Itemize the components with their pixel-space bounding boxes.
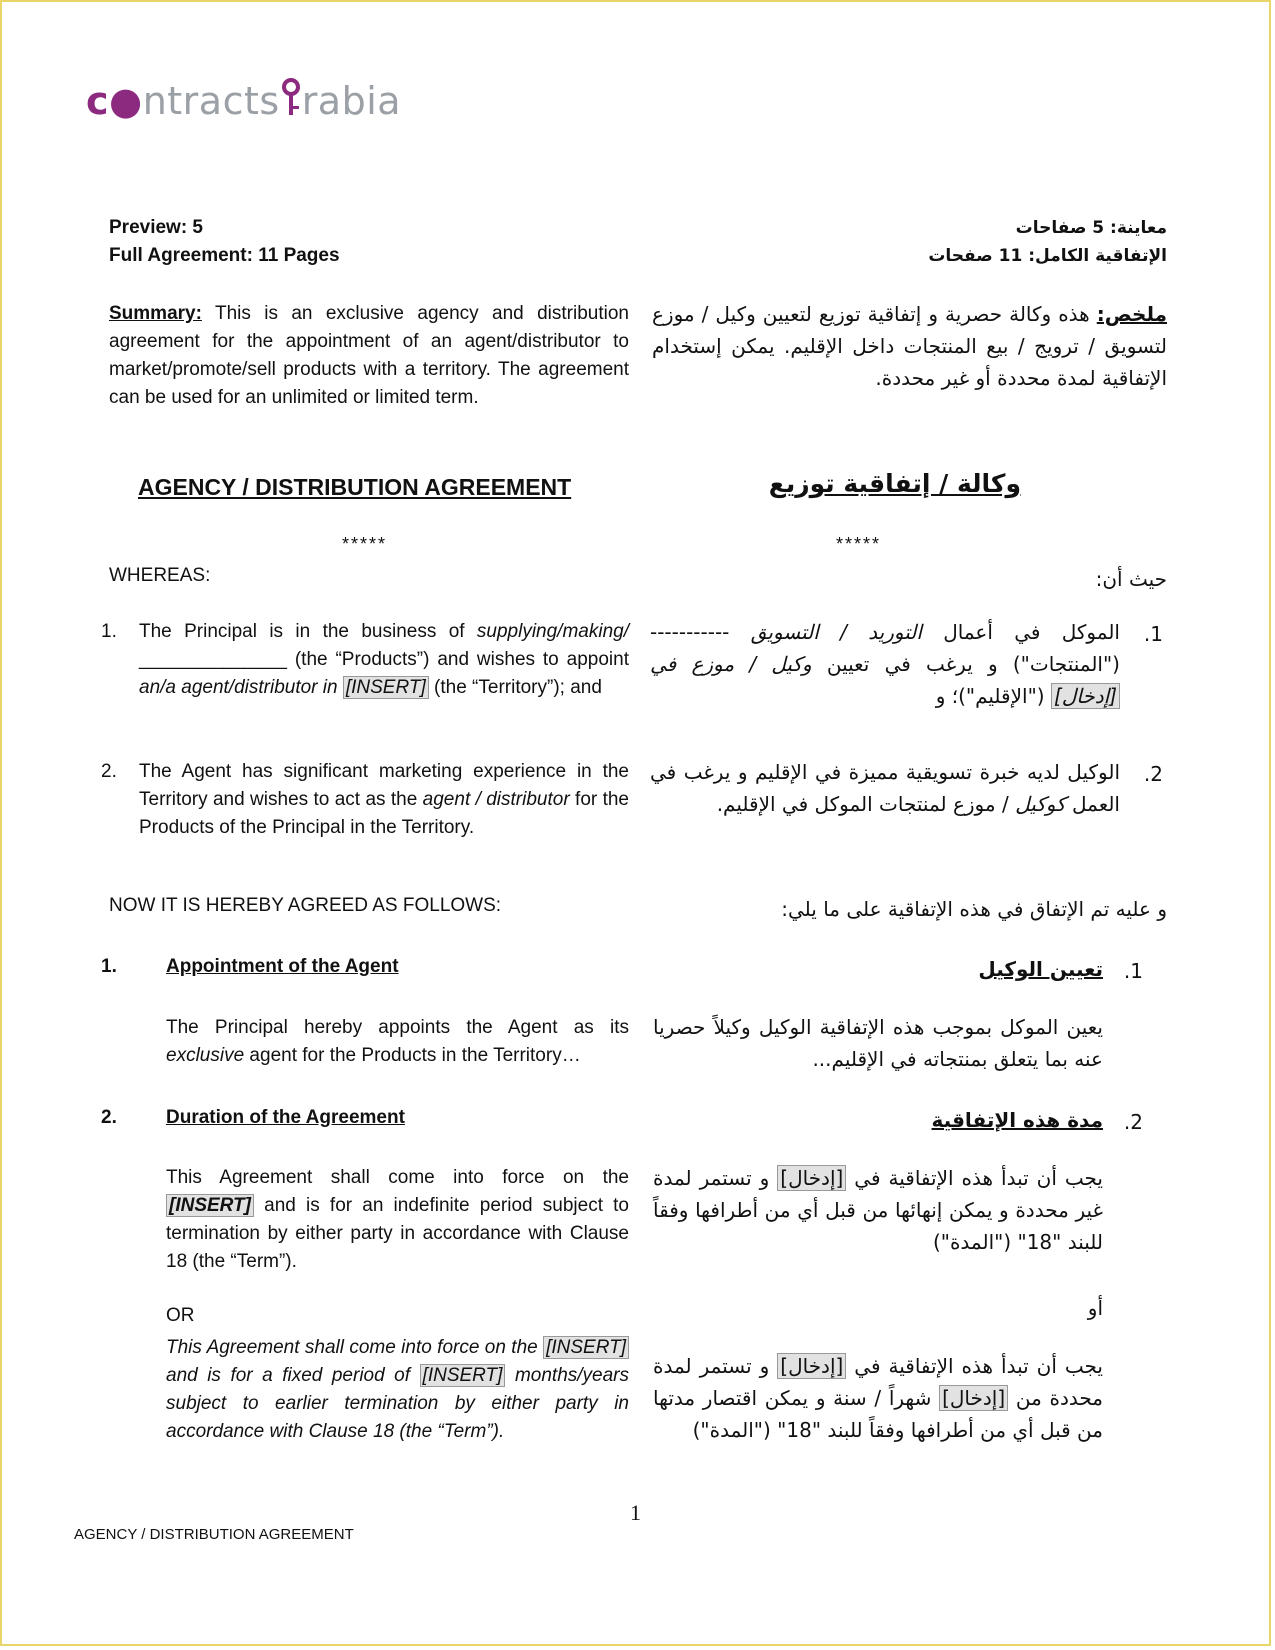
preview-count-en: Preview: 5 [109, 217, 203, 238]
recital-2-en: The Agent has significant marketing experience in the Territory and wishes to act as the agent / distributor for the Products of the Principal in the Territory. [139, 761, 629, 838]
stars-ar: ***** [836, 534, 882, 554]
clause-2-number-en: 2. [101, 1107, 117, 1128]
now-agreed-ar: و عليه تم الإتفاق في هذه الإتفاقية على ما يلي: [781, 897, 1167, 921]
full-agreement-pages-ar: الإتفاقية الكامل: 11 صفحات [928, 246, 1167, 266]
clause-1-heading-en: Appointment of the Agent [166, 956, 399, 977]
clause-1-number-ar: 1. [1123, 959, 1143, 983]
clause-2-option-2-en: This Agreement shall come into force on the [INSERT] and is for a fixed period of [INSERT] months/years subject to earlier termination by either party in accordance with Clause 18 (the “Term”). [166, 1337, 629, 1442]
clause-2-heading-ar: مدة هذه الإتفاقية [931, 1108, 1103, 1132]
clause-1-number-en: 1. [101, 956, 117, 977]
clause-1-heading-ar: تعيين الوكيل [978, 957, 1103, 981]
clause-2-option-1-ar: يجب أن تبدأ هذه الإتفاقية في [إدخال] و تستمر لمدة غير محددة و يمكن إنهائها من قبل أي من أطرافها وفقاً للبند "18" ("المدة") [653, 1166, 1103, 1254]
summary-en: Summary: This is an exclusive agency and distribution agreement for the appointment of an agent/distributor to market/promote/sell products with a territory. The agreement can be used for an unlimited or limited term. [109, 303, 629, 408]
key-icon [280, 78, 302, 118]
summary-ar: ملخص: هذه وكالة حصرية و إتفاقية توزيع لتعيين وكيل / موزع لتسويق / ترويج / بيع المنتجات داخل الإقليم. يمكن إستخدام الإتفاقية لمدة محددة أو غير محددة. [652, 302, 1167, 390]
recital-1-number-en: 1. [101, 621, 117, 642]
contracts-arabia-logo: c●ntracts rabia [86, 79, 402, 123]
footer-doc-name: AGENCY / DISTRIBUTION AGREEMENT [74, 1526, 354, 1543]
recital-1-ar: الموكل في أعمال التوريد / التسويق ----------- ("المنتجات") و يرغب في تعيين وكيل / موزع في [إدخال] ("الإقليم")؛ و [650, 620, 1120, 708]
clause-2-heading-en: Duration of the Agreement [166, 1107, 405, 1128]
document-title-ar: وكالة / إتفاقية توزيع [768, 469, 1021, 498]
recital-1-en: The Principal is in the business of supplying/making/ ______________ (the “Products”) and wishes to appoint an/a agent/distributor in [INSERT] (the “Territory”); and [139, 621, 629, 698]
recital-2-ar: الوكيل لديه خبرة تسويقية مميزة في الإقليم و يرغب في العمل كوكيل / موزع لمنتجات الموكل في الإقليم. [650, 760, 1120, 816]
stars-en: ***** [342, 534, 388, 554]
full-agreement-pages-en: Full Agreement: 11 Pages [109, 245, 340, 266]
recital-2-number-ar: 2. [1143, 762, 1163, 786]
clause-1-body-ar: يعين الموكل بموجب هذه الإتفاقية الوكيل وكيلاً حصريا عنه بما يتعلق بمنتجاته في الإقليم... [653, 1015, 1103, 1071]
whereas-ar: حيث أن: [1095, 567, 1167, 591]
or-en: OR [166, 1305, 195, 1326]
recital-2-number-en: 2. [101, 761, 117, 782]
clause-2-option-1-en: This Agreement shall come into force on the [INSERT] and is for an indefinite period subject to termination by either party in accordance with Clause 18 (the “Term”). [166, 1167, 629, 1272]
or-ar: أو [1087, 1296, 1103, 1320]
preview-count-ar: معاينة: 5 صفاحات [1015, 218, 1167, 238]
clause-1-body-en: The Principal hereby appoints the Agent as its exclusive agent for the Products in the Territory… [166, 1017, 629, 1066]
page-number: 1 [630, 1500, 641, 1525]
clause-2-option-2-ar: يجب أن تبدأ هذه الإتفاقية في [إدخال] و تستمر لمدة محددة من [إدخال] شهراً / سنة و يمكن اقتصار مدتها من قبل أي من أطرافها وفقاً للبند "18" ("المدة") [653, 1354, 1103, 1442]
document-title-en: AGENCY / DISTRIBUTION AGREEMENT [138, 474, 572, 500]
whereas-en: WHEREAS: [109, 565, 211, 586]
recital-1-number-ar: 1. [1143, 622, 1163, 646]
clause-2-number-ar: 2. [1123, 1110, 1143, 1134]
now-agreed-en: NOW IT IS HEREBY AGREED AS FOLLOWS: [109, 895, 502, 916]
logo-ring: ● [109, 79, 143, 123]
